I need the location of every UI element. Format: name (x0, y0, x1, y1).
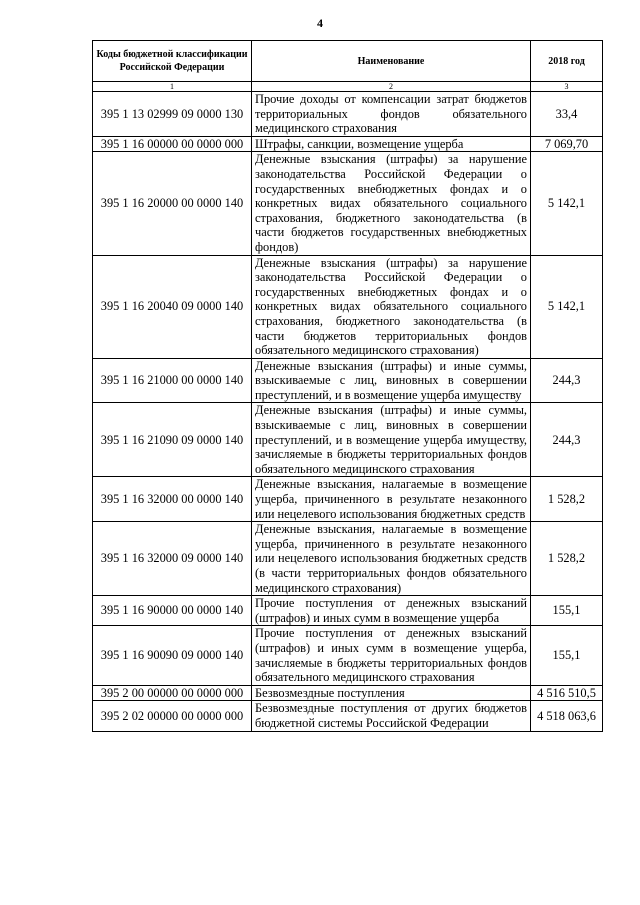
header-name: Наименование (252, 41, 531, 82)
item-name-cell: Денежные взыскания (штрафы) и иные суммы, взыскиваемые с лиц, виновных в совершении преступлений, и в возмещение ущерба имуществу, зачисляемые в бюджеты территориальных фондов обязательного медицинского страхования (252, 403, 531, 477)
table-row (93, 92, 603, 137)
item-name-cell: Денежные взыскания (штрафы) за нарушение законодательства Российской Федерации о государственных внебюджетных фондах и о конкретных видах обязательного социального страхования, бюджетного законодательства (в части бюджетов территориальных фондов обязательного медицинского страхования) (252, 255, 531, 358)
table-row (93, 403, 603, 477)
amount-cell: 4 518 063,6 (531, 701, 603, 731)
column-number: 1 (93, 82, 252, 92)
budget-code-cell: 395 1 16 32000 09 0000 140 (93, 522, 252, 596)
budget-code-cell: 395 1 16 20040 09 0000 140 (93, 255, 252, 358)
item-name-cell: Безвозмездные поступления (252, 685, 531, 701)
header-code: Коды бюджетной классификации Российской Федерации (93, 41, 252, 82)
table-row (93, 255, 603, 358)
amount-cell: 4 516 510,5 (531, 685, 603, 701)
item-name-cell: Штрафы, санкции, возмещение ущерба (252, 136, 531, 152)
budget-code-cell: 395 1 16 90090 09 0000 140 (93, 626, 252, 685)
table-row (93, 701, 603, 731)
amount-cell: 1 528,2 (531, 477, 603, 522)
amount-cell: 244,3 (531, 358, 603, 403)
budget-code-cell: 395 2 02 00000 00 0000 000 (93, 701, 252, 731)
table-row (93, 522, 603, 596)
budget-code-cell: 395 1 16 21000 00 0000 140 (93, 358, 252, 403)
table-row (93, 477, 603, 522)
table-row (93, 685, 603, 701)
table-row (93, 626, 603, 685)
header-year: 2018 год (531, 41, 603, 82)
column-number: 2 (252, 82, 531, 92)
budget-code-cell: 395 1 16 21090 09 0000 140 (93, 403, 252, 477)
amount-cell: 7 069,70 (531, 136, 603, 152)
item-name-cell: Прочие поступления от денежных взысканий (штрафов) и иных сумм в возмещение ущерба (252, 596, 531, 626)
amount-cell: 155,1 (531, 626, 603, 685)
amount-cell: 1 528,2 (531, 522, 603, 596)
item-name-cell: Денежные взыскания (штрафы) за нарушение законодательства Российской Федерации о государственных внебюджетных фондах и о конкретных видах обязательного социального страхования, бюджетного законодательства (в части бюджетов государственных внебюджетных фондов) (252, 152, 531, 255)
amount-cell: 155,1 (531, 596, 603, 626)
budget-code-cell: 395 2 00 00000 00 0000 000 (93, 685, 252, 701)
item-name-cell: Прочие доходы от компенсации затрат бюджетов территориальных фондов обязательного медицинского страхования (252, 92, 531, 137)
budget-code-cell: 395 1 16 32000 00 0000 140 (93, 477, 252, 522)
amount-cell: 33,4 (531, 92, 603, 137)
budget-code-cell: 395 1 16 00000 00 0000 000 (93, 136, 252, 152)
item-name-cell: Прочие поступления от денежных взысканий (штрафов) и иных сумм в возмещение ущерба, зачисляемые в бюджеты территориальных фондов обязательного медицинского страхования (252, 626, 531, 685)
table-row (93, 136, 603, 152)
amount-cell: 244,3 (531, 403, 603, 477)
budget-code-cell: 395 1 13 02999 09 0000 130 (93, 92, 252, 137)
table-row (93, 596, 603, 626)
item-name-cell: Денежные взыскания, налагаемые в возмещение ущерба, причиненного в результате незаконного или нецелевого использования бюджетных средств (252, 477, 531, 522)
column-number-row (93, 82, 603, 92)
table-row (93, 152, 603, 255)
column-number: 3 (531, 82, 603, 92)
budget-code-cell: 395 1 16 20000 00 0000 140 (93, 152, 252, 255)
table-header-row (93, 41, 603, 82)
budget-revenue-table (92, 40, 603, 732)
item-name-cell: Безвозмездные поступления от других бюджетов бюджетной системы Российской Федерации (252, 701, 531, 731)
amount-cell: 5 142,1 (531, 152, 603, 255)
page-number: 4 (317, 16, 323, 30)
budget-code-cell: 395 1 16 90000 00 0000 140 (93, 596, 252, 626)
item-name-cell: Денежные взыскания, налагаемые в возмещение ущерба, причиненного в результате незаконного или нецелевого использования бюджетных средств (в части территориальных фондов обязательного медицинского страхования) (252, 522, 531, 596)
item-name-cell: Денежные взыскания (штрафы) и иные суммы, взыскиваемые с лиц, виновных в совершении преступлений, и в возмещение ущерба имуществу (252, 358, 531, 403)
table-row (93, 358, 603, 403)
amount-cell: 5 142,1 (531, 255, 603, 358)
